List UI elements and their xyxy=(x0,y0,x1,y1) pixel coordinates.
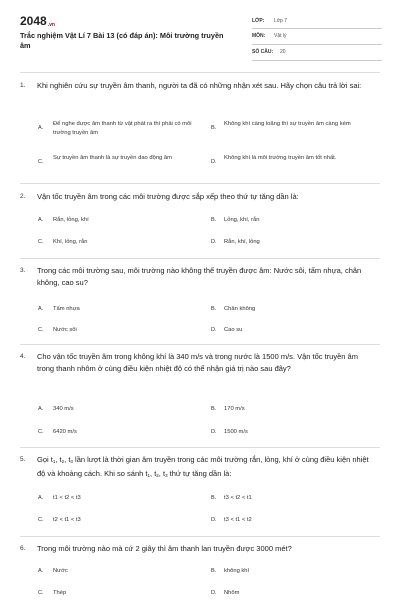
option-label: C. xyxy=(38,159,44,165)
option-text: 340 m/s xyxy=(53,406,74,412)
option-label: A. xyxy=(38,217,44,223)
option-label: B. xyxy=(211,568,217,574)
option-text: 170 m/s xyxy=(224,406,245,412)
option-text: t3 < t1 < t2 xyxy=(224,517,252,523)
option-label: B. xyxy=(211,406,217,412)
option-label: A. xyxy=(38,306,44,312)
meta-key: MÔN: xyxy=(252,33,266,39)
option-text: Nhôm xyxy=(224,590,240,596)
option-label: D. xyxy=(211,327,217,333)
option-text: Để nghe được âm thanh từ vật phát ra thì phải có môi trường truyền âm xyxy=(53,121,192,136)
divider xyxy=(20,344,380,345)
divider xyxy=(20,258,380,259)
meta-key: SỐ CÂU: xyxy=(252,49,274,55)
option-text: Không khí là môi trường truyền âm tốt nhất. xyxy=(224,155,337,161)
option-label: B. xyxy=(211,217,217,223)
meta-row-count xyxy=(252,45,382,61)
option-text: Sự truyền âm thanh là sự truyền dao động âm xyxy=(53,155,172,161)
question-number: 5. xyxy=(20,456,26,463)
meta-value: Vật lý xyxy=(274,33,287,39)
question-number: 6. xyxy=(20,545,26,552)
option-label: D. xyxy=(211,239,217,245)
question-number: 3. xyxy=(20,267,26,274)
divider xyxy=(20,183,380,184)
question-text: Cho vận tốc truyền âm trong không khí là 340 m/s và trong nước là 1500 m/s. Vận tốc truyền âm trong thanh nhôm ở cùng điều kiện nhiệt độ có thể nhận giá trị nào sau đây? xyxy=(37,352,358,373)
site-logo[interactable] xyxy=(20,14,55,28)
logo-suffix: .vn xyxy=(47,22,55,28)
option-text: Không khí càng loãng thì sự truyền âm càng kém xyxy=(224,121,351,127)
question-text: Gọi $t_1$, $t_2$, $t_3$ lần lượt là thời gian âm truyền trong các môi trường rắn, lỏng, khí ở cùng điều kiện nhiệt độ và khoảng cách. Khi so sánh $t_1$, $t_2$, $t_3$ thứ tự tăng dần là: xyxy=(37,455,369,478)
question-text: Vận tốc truyền âm trong các môi trường được sắp xếp theo thứ tự tăng dần là: xyxy=(37,192,299,201)
question-number: 4. xyxy=(20,353,26,360)
option-label: B. xyxy=(211,125,217,131)
header xyxy=(20,14,382,62)
question-text: Trong môi trường nào mà cứ 2 giây thì âm thanh lan truyền được 3000 mét? xyxy=(37,544,292,553)
option-label: D. xyxy=(211,159,217,165)
option-text: Nước xyxy=(53,568,68,574)
option-label: C. xyxy=(38,327,44,333)
option-text: t1 < t2 < t3 xyxy=(53,495,81,501)
option-label: A. xyxy=(38,125,44,131)
option-label: B. xyxy=(211,495,217,501)
option-text: Cao su xyxy=(224,327,243,333)
question-text: Khi nghiên cứu sự truyền âm thanh, người ta đã có những nhận xét sau. Hãy chọn câu trả lời sai: xyxy=(37,81,362,90)
option-text: Rắn, lỏng, khí xyxy=(53,217,89,223)
divider xyxy=(20,536,380,537)
option-label: C. xyxy=(38,590,44,596)
option-label: C. xyxy=(38,517,44,523)
meta-row-class xyxy=(252,14,382,29)
page-title: Trắc nghiệm Vật Lí 7 Bài 13 (có đáp án): Môi trường truyền âm xyxy=(20,31,224,50)
question-number: 2. xyxy=(20,193,26,200)
divider xyxy=(20,72,380,73)
logo-text: 2048 xyxy=(20,14,47,28)
option-text: Thép xyxy=(53,590,67,596)
option-label: D. xyxy=(211,517,217,523)
option-label: D. xyxy=(211,429,217,435)
option-text: Chân không xyxy=(224,306,256,312)
option-text: không khí xyxy=(224,568,250,574)
option-label: A. xyxy=(38,495,44,501)
option-text: Tấm nhựa xyxy=(53,306,80,312)
meta-row-subject xyxy=(252,29,382,45)
option-text: Nước sôi xyxy=(53,327,77,333)
option-text: Lỏng, khí, rắn xyxy=(224,217,260,223)
option-label: D. xyxy=(211,590,217,596)
option-label: C. xyxy=(38,429,44,435)
meta-value: Lớp 7 xyxy=(274,18,288,24)
question-text: Trong các môi trường sau, môi trường nào không thể truyền được âm: Nước sôi, tấm nhựa, chân không, cao su? xyxy=(37,266,362,287)
option-label: A. xyxy=(38,406,44,412)
option-text: t2 < t1 < t3 xyxy=(53,517,81,523)
option-label: C. xyxy=(38,239,44,245)
option-text: 1500 m/s xyxy=(224,429,248,435)
option-text: 6420 m/s xyxy=(53,429,77,435)
option-label: A. xyxy=(38,568,44,574)
divider xyxy=(20,447,380,448)
option-text: Rắn, khí, lỏng xyxy=(224,239,260,245)
question-number: 1. xyxy=(20,82,26,89)
option-text: t3 < t2 < t1 xyxy=(224,495,252,501)
meta-table xyxy=(252,14,382,61)
meta-key: LỚP: xyxy=(252,18,265,24)
meta-value: 20 xyxy=(280,49,286,55)
option-text: Khí, lỏng, rắn xyxy=(53,239,88,245)
option-label: B. xyxy=(211,306,217,312)
